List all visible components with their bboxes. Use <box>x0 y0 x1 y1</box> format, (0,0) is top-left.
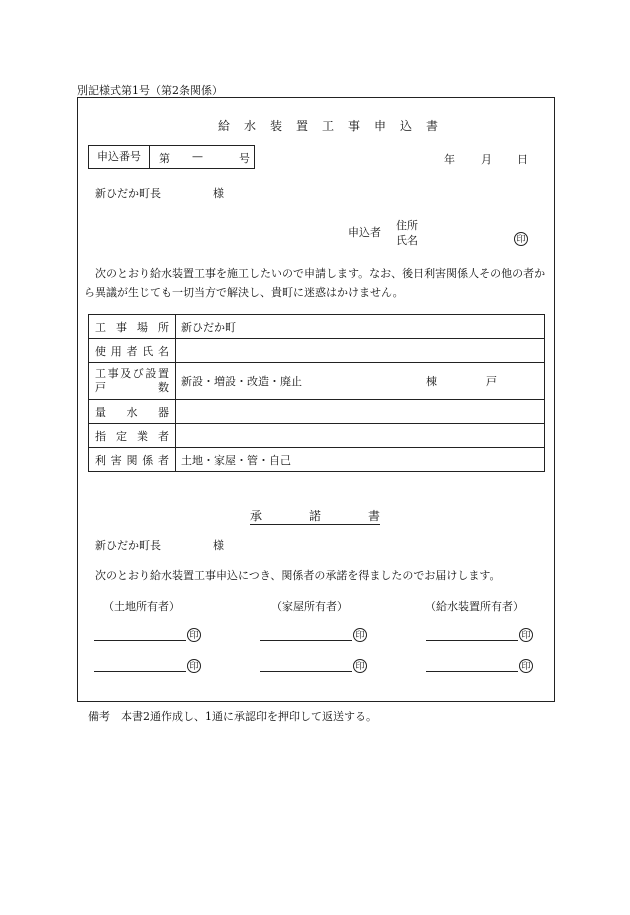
date-year: 年 <box>444 153 455 166</box>
signature-line-land-2 <box>94 671 186 672</box>
row-value-work-type <box>176 363 545 400</box>
table-row <box>89 315 545 339</box>
consent-title: 承諾書 <box>250 509 380 523</box>
consent-addressee: 新ひだか町長 <box>95 539 161 552</box>
date-month: 月 <box>481 153 492 166</box>
seal-equipment-1: 印 <box>519 628 533 642</box>
form-reference: 別記様式第1号（第2条関係） <box>77 84 223 97</box>
consent-statement: 次のとおり給水装置工事申込につき、関係者の承諾を得ましたのでお届けします。 <box>95 569 501 582</box>
seal-land-2: 印 <box>187 659 201 673</box>
name-label: 氏名 <box>396 234 418 247</box>
number-prefix: 第 <box>159 152 170 165</box>
seal-house-1: 印 <box>353 628 367 642</box>
row-value-work-location: 新ひだか町 <box>176 315 545 339</box>
row-label-line2: 戸数 <box>95 381 169 394</box>
row-label-interested-parties: 利害関係者 <box>89 448 176 472</box>
signature-line-house-1 <box>260 640 352 641</box>
row-label-water-meter: 量水器 <box>89 400 176 424</box>
row-value-water-meter <box>176 400 545 424</box>
application-title: 給水装置工事申込書 <box>218 119 453 133</box>
addressee: 新ひだか町長 <box>95 187 161 200</box>
address-label: 住所 <box>396 219 418 232</box>
row-label-work-location: 工事場所 <box>89 315 176 339</box>
table-row <box>89 424 545 448</box>
table-row <box>89 363 545 400</box>
row-value-interested-parties: 土地・家屋・管・自己 <box>176 448 545 472</box>
table-row <box>89 339 545 363</box>
seal-equipment-2: 印 <box>519 659 533 673</box>
application-number-box <box>88 145 255 169</box>
number-dash: — <box>192 150 203 163</box>
unit-household: 戸 <box>486 375 497 388</box>
row-label-line1: 工事及び設置 <box>95 367 169 380</box>
application-statement: 次のとおり給水装置工事を施工したいので申請します。なお、後日利害関係人その他の者から異議が生じても一切当方で解決し、貴町に迷惑はかけません。 <box>84 267 546 299</box>
addressee-honorific: 様 <box>213 187 224 200</box>
owner-land-label: （土地所有者） <box>103 600 180 613</box>
applicant-label: 申込者 <box>348 226 381 239</box>
applicant-seal: 印 <box>514 232 528 246</box>
row-label-user-name: 使用者氏名 <box>89 339 176 363</box>
table-row <box>89 448 545 472</box>
seal-land-1: 印 <box>187 628 201 642</box>
signature-line-equipment-2 <box>426 671 518 672</box>
consent-honorific: 様 <box>213 539 224 552</box>
seal-house-2: 印 <box>353 659 367 673</box>
application-number-label: 申込番号 <box>89 146 150 168</box>
signature-line-land-1 <box>94 640 186 641</box>
application-details-table <box>88 314 545 472</box>
signature-line-equipment-1 <box>426 640 518 641</box>
work-type-options: 新設・増設・改造・廃止 <box>181 375 302 388</box>
row-value-contractor <box>176 424 545 448</box>
row-value-user-name <box>176 339 545 363</box>
table-row <box>89 400 545 424</box>
row-label-work-type <box>89 363 176 400</box>
footer-note: 備考 本書2通作成し、1通に承認印を押印して返送する。 <box>88 710 377 723</box>
date-day: 日 <box>517 153 528 166</box>
owner-house-label: （家屋所有者） <box>271 600 348 613</box>
owner-equipment-label: （給水装置所有者） <box>425 600 524 613</box>
signature-line-house-2 <box>260 671 352 672</box>
number-suffix: 号 <box>239 152 250 165</box>
unit-building: 棟 <box>426 375 437 388</box>
row-label-contractor: 指定業者 <box>89 424 176 448</box>
